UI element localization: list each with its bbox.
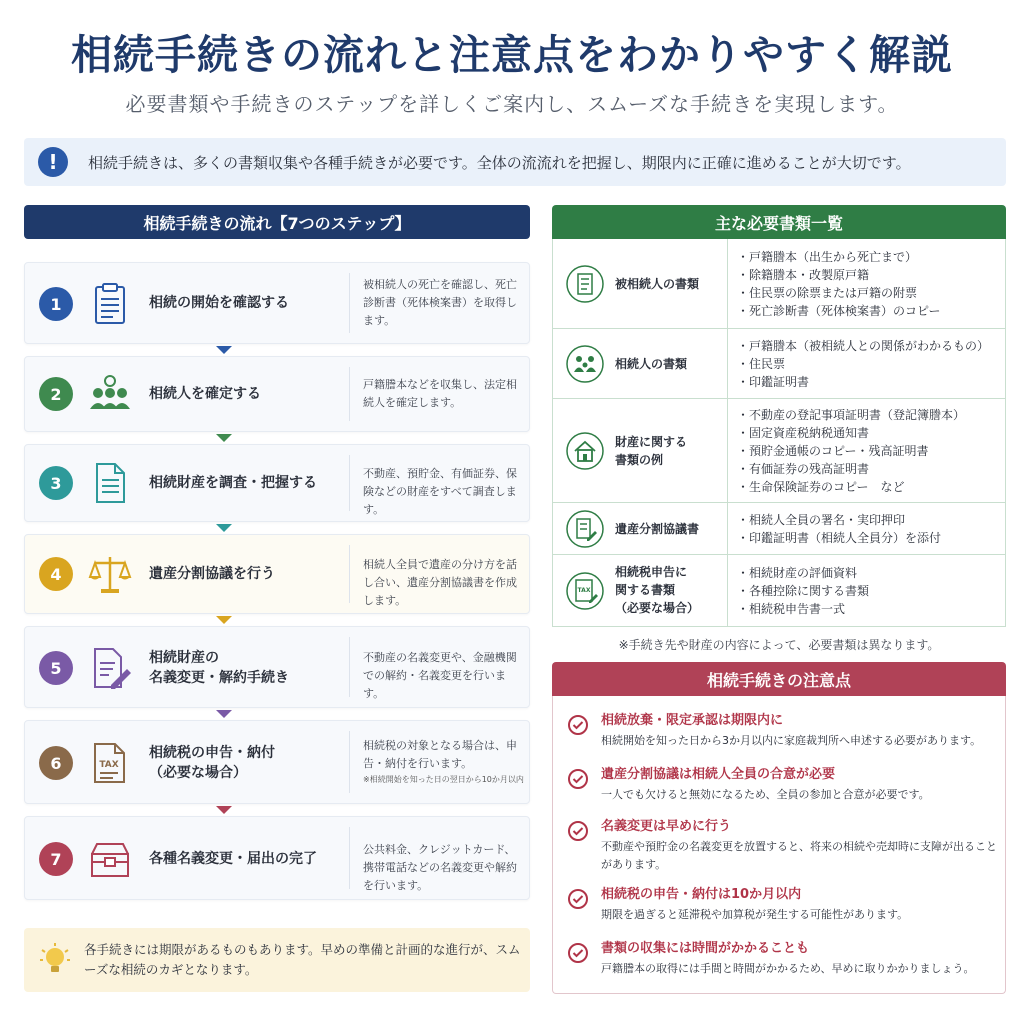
docs-label: 被相続人の書類: [615, 277, 700, 291]
step-number: 1: [39, 287, 73, 321]
tax-file-icon: [565, 571, 605, 611]
check-circle-icon: [567, 768, 589, 790]
step-title: 各種名義変更・届出の完了: [149, 851, 317, 867]
clipboard-icon: [87, 281, 133, 327]
docs-items: ・相続財産の評価資料 ・各種控除に関する書類 ・相続税申告書一式: [737, 566, 870, 616]
caution-text: 期限を過ぎると延滞税や加算税が発生する可能性があります。: [601, 908, 909, 921]
caution-title: 遺産分割協議は相続人全員の合意が必要: [601, 767, 836, 782]
caution-text: 一人でも欠けると無効になるため、全員の参加と合意が必要です。: [601, 788, 930, 801]
step-number: 5: [39, 651, 73, 685]
step-title: 相続財産の 名義変更・解約手続き: [149, 650, 289, 686]
signed-document-icon: [565, 509, 605, 549]
step-card: [24, 262, 530, 344]
step-arrow: [216, 434, 232, 442]
step-arrow: [216, 710, 232, 718]
step-card: [24, 356, 530, 432]
people-icon: [87, 371, 133, 417]
caution-text: 戸籍謄本の取得には手間と時間がかかるため、早めに取りかかりましょう。: [601, 962, 975, 975]
caution-title: 書類の収集には時間がかかることも: [601, 941, 810, 956]
step-title: 相続人を確定する: [149, 386, 261, 402]
step-title: 相続税の申告・納付 （必要な場合）: [149, 745, 275, 781]
step-card: [24, 534, 530, 614]
check-circle-icon: [567, 942, 589, 964]
caution-title: 相続税の申告・納付は10か月以内: [601, 887, 802, 902]
box-icon: [87, 836, 133, 882]
step-title: 遺産分割協議を行う: [149, 566, 275, 582]
step-description: 相続税の対象となる場合は、申告・納付を行います。 ※相続開始を知った日の翌日から10か月以内: [363, 737, 525, 787]
step-description: 戸籍謄本などを収集し、法定相続人を確定します。: [363, 378, 517, 409]
step-description: 相続人全員で遺産の分け方を話し合い、遺産分割協議書を作成します。: [363, 558, 517, 607]
docs-note: ※手続き先や財産の内容によって、必要書類は異なります。: [618, 638, 940, 652]
step-description: 不動産、預貯金、有価証券、保険などの財産をすべて調査します。: [363, 467, 517, 516]
docs-heading: 主な必要書類一覧: [552, 205, 1006, 239]
svg-text:TAX: TAX: [99, 760, 119, 770]
docs-table: [552, 239, 1006, 627]
check-circle-icon: [567, 714, 589, 736]
check-circle-icon: [567, 888, 589, 910]
docs-items: ・相続人全員の署名・実印押印 ・印鑑証明書（相続人全員分）を添付: [737, 513, 942, 545]
family-icon: [565, 344, 605, 384]
docs-row: [553, 555, 1005, 627]
docs-label: 財産に関する 書類の例: [615, 435, 688, 467]
tip-text: 各手続きには期限があるものもあります。早めの準備と計画的な進行が、スムーズな相続のカギとなります。: [84, 942, 521, 977]
cautions-box: [552, 696, 1006, 994]
docs-items: ・戸籍謄本（被相続人との関係がわかるもの） ・住民票 ・印鑑証明書: [737, 339, 990, 389]
docs-label: 相続税申告に 関する書類 （必要な場合）: [615, 565, 700, 615]
notice-text: 相続手続きは、多くの書類収集や各種手続きが必要です。全体の流流れを把握し、期限内に正確に進めることが大切です。: [88, 153, 911, 172]
step-number: 6: [39, 746, 73, 780]
docs-label: 遺産分割協議書: [615, 522, 700, 536]
lightbulb-icon: [38, 942, 72, 978]
pen-document-icon: [87, 645, 133, 691]
docs-row: [553, 239, 1005, 329]
notice-banner: [24, 138, 1006, 186]
docs-label: 相続人の書類: [615, 357, 688, 371]
step-arrow: [216, 806, 232, 814]
step-title: 相続の開始を確認する: [149, 295, 289, 311]
step-number: 4: [39, 557, 73, 591]
step-card: [24, 626, 530, 708]
page-subtitle: 必要書類や手続きのステップを詳しくご案内し、スムーズな手続きを実現します。: [125, 92, 899, 116]
step-card: [24, 444, 530, 522]
step-arrow: [216, 346, 232, 354]
file-list-icon: [565, 264, 605, 304]
step-note: ※相続開始を知った日の翌日から10か月以内: [363, 775, 524, 784]
step-card: [24, 816, 530, 900]
docs-row: [553, 399, 1005, 503]
caution-text: 相続開始を知った日から3か月以内に家庭裁判所へ申述する必要があります。: [601, 734, 982, 747]
caution-title: 名義変更は早めに行う: [601, 819, 732, 834]
step-number: 3: [39, 466, 73, 500]
flow-heading: 相続手続きの流れ【7つのステップ】: [24, 205, 530, 239]
exclamation-icon: !: [38, 147, 68, 177]
step-card: [24, 720, 530, 804]
docs-items: ・戸籍謄本（出生から死亡まで） ・除籍謄本・改製原戸籍 ・住民票の除票または戸籍の附票 ・死亡診断書（死体検案書）のコピー: [737, 250, 941, 318]
tax-document-icon: [87, 740, 133, 786]
caution-text: 不動産や預貯金の名義変更を放置すると、将来の相続や売却時に支障が出ることがあります。: [601, 840, 997, 871]
docs-row: [553, 503, 1005, 555]
caution-title: 相続放棄・限定承認は期限内に: [601, 713, 784, 728]
cautions-heading: 相続手続きの注意点: [552, 662, 1006, 696]
step-number: 7: [39, 842, 73, 876]
step-arrow: [216, 524, 232, 532]
document-icon: [87, 460, 133, 506]
svg-text:TAX: TAX: [577, 587, 591, 594]
step-description: 被相続人の死亡を確認し、死亡診断書（死体検案書）を取得します。: [363, 278, 517, 327]
scales-icon: [87, 551, 133, 597]
docs-row: [553, 329, 1005, 399]
docs-items: ・不動産の登記事項証明書（登記簿謄本） ・固定資産税納税通知書 ・預貯金通帳のコピー・残高証明書 ・有価証券の残高証明書 ・生命保険証券のコピー など: [737, 408, 966, 494]
page-title: 相続手続きの流れと注意点をわかりやすく解説: [71, 31, 953, 79]
step-title: 相続財産を調査・把握する: [149, 475, 317, 491]
house-icon: [565, 431, 605, 471]
check-circle-icon: [567, 820, 589, 842]
tip-box: [24, 928, 530, 992]
step-number: 2: [39, 377, 73, 411]
step-description: 公共料金、クレジットカード、携帯電話などの名義変更や解約を行います。: [363, 843, 517, 892]
step-arrow: [216, 616, 232, 624]
step-description: 不動産の名義変更や、金融機関での解約・名義変更を行います。: [363, 651, 517, 700]
